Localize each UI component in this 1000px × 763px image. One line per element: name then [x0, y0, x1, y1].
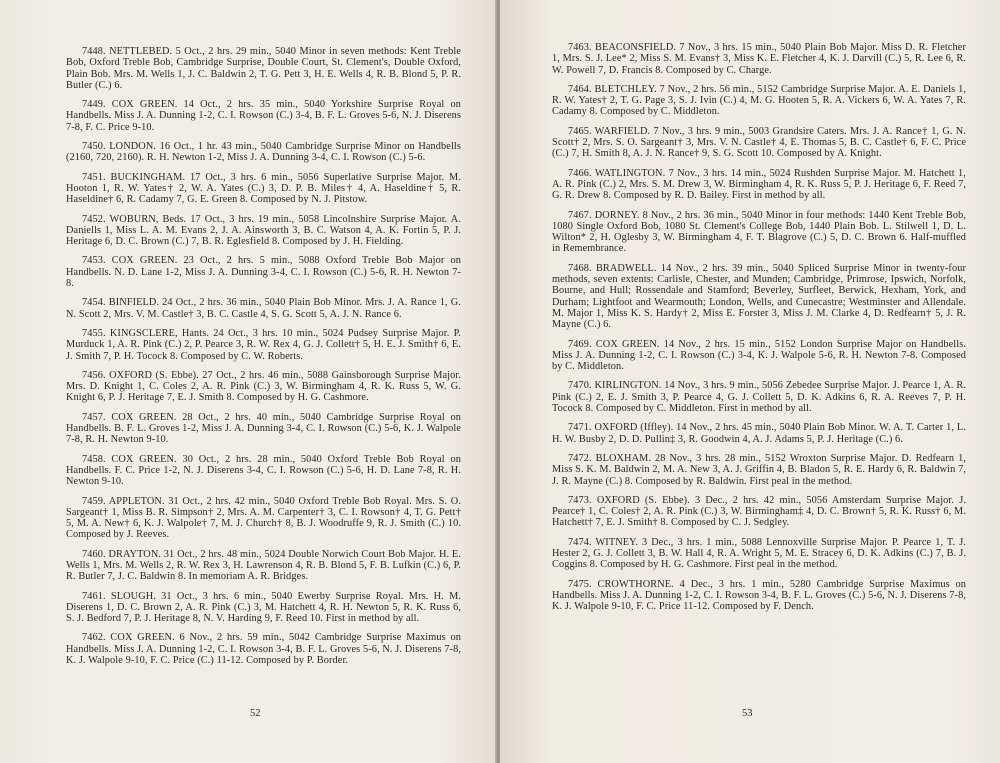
peal-entry: 7449. COX GREEN. 14 Oct., 2 hrs. 35 min., 5040 Yorkshire Surprise Royal on Handbells. Miss J. A. Dunning 1-2, C. I. Rowson (C.) 3-4, B. F. L. Groves 5-6, N. J. Diserens 7-8, F. C. Price 9-10. — [66, 99, 461, 133]
peal-entry: 7462. COX GREEN. 6 Nov., 2 hrs. 59 min., 5042 Cambridge Surprise Maximus on Handbells. Miss J. A. Dunning 1-2, C. I. Rowson 3-4, B. F. L. Groves 5-6, N. J. Diserens 7-8, K. J. Walpole 9-10, F. C. Price (C.) 11-12. Composed by P. Border. — [66, 632, 461, 667]
peal-entry: 7460. DRAYTON. 31 Oct., 2 hrs. 48 min., 5024 Double Norwich Court Bob Major. H. E. Wells 1, Mrs. M. Wells 2, R. W. Rex 3, H. Lawrenson 4, R. B. Blond 5, F. B. Lufkin (C.) 6, P. R. Butler 7, J. C. Baldwin 8. In memoriam A. R. Bridges. — [66, 548, 461, 583]
peal-entry: 7468. BRADWELL. 14 Nov., 2 hrs. 39 min., 5040 Spliced Surprise Minor in twenty-four methods, seven extents: Carlisle, Chester, and Munden; Cambridge, Primrose, Ipswich, Norfolk, Bourne, and Hull; Rossendale and Stamford; Beverley, Surfleet, Berwick, Hexham, York, and Durham; Lightfoot and Wearmouth; London, Wells, and Cunecastre; Westminster and Allendale. M. Major 1, Miss K. S. Hardy† 2, Miss E. Forster 3, Miss J. M. Clarke 4, D. Redfearn† 5, J. R. Mayne (C.) 6. — [552, 262, 966, 331]
peal-entry: 7450. LONDON. 16 Oct., 1 hr. 43 min., 5040 Cambridge Surprise Minor on Handbells (2160, 720, 2160). R. H. Newton 1-2, Miss J. A. Dunning 3-4, C. I. Rowson (C.) 5-6. — [66, 141, 461, 164]
peal-entry: 7474. WITNEY. 3 Dec., 3 hrs. 1 min., 5088 Lennoxville Surprise Major. P. Pearce 1, T. J. Hester 2, G. J. Collett 3, B. W. Hall 4, R. A. Wright 5, M. E. Stracey 6, D. K. Adkins (C.) 7, B. J. Coggins 8. Composed by H. G. Cashmore. First peal in the method. — [552, 536, 966, 571]
peal-entry: 7453. COX GREEN. 23 Oct., 2 hrs. 5 min., 5088 Oxford Treble Bob Major on Handbells. N. D. Lane 1-2, Miss J. A. Dunning 3-4, C. I. Rowson (C.) 5-6, R. H. Newton 7-8. — [66, 255, 461, 290]
peal-entry: 7463. BEACONSFIELD. 7 Nov., 3 hrs. 15 min., 5040 Plain Bob Major. Miss D. R. Fletcher 1, Mrs. S. J. Lee* 2, Miss S. M. Evans† 3, Miss K. E. Fletcher 4, K. J. Darvill (C.) 5, R. Lee 6, R. W. Powell 7, D. Francis 8. Composed by C. Charge. — [552, 42, 966, 76]
peal-entry: 7473. OXFORD (S. Ebbe). 3 Dec., 2 hrs. 42 min., 5056 Amsterdam Surprise Major. J. Pearce† 1, C. Coles† 2, A. R. Pink (C.) 3, W. Birmingham‡ 4, D. C. Brown† 5, R. K. Russ† 6, M. Hatchett† 7, E. J. Smith† 8. Composed by C. J. Sedgley. — [552, 494, 966, 529]
peal-entry: 7456. OXFORD (S. Ebbe). 27 Oct., 2 hrs. 46 min., 5088 Gainsborough Surprise Major. Mrs. D. Knight 1, C. Coles 2, A. R. Pink (C.) 3, W. Birmingham 4, R. K. Russ 5, W. G. Knight 6, P. J. Heritage 7, E. J. Smith 8. Composed by H. G. Cashmore. — [66, 369, 461, 404]
peal-entry: 7469. COX GREEN. 14 Nov., 2 hrs. 15 min., 5152 London Surprise Major on Handbells. Miss J. A. Dunning 1-2, C. I. Rowson (C.) 3-4, K. J. Walpole 5-6, R. H. Newton 7-8. Composed by C. Middleton. — [552, 338, 966, 373]
peal-entry: 7475. CROWTHORNE. 4 Dec., 3 hrs. 1 min., 5280 Cambridge Surprise Maximus on Handbells. Miss J. A. Dunning 1-2, C. I. Rowson 3-4, B. F. L. Groves (C.) 5-6, N. J. Diserens 7-8, K. J. Walpole 9-10, F. C. Price 11-12. Composed by F. Dench. — [552, 578, 966, 613]
peal-entry: 7471. OXFORD (Iffley). 14 Nov., 2 hrs. 45 min., 5040 Plain Bob Minor. W. A. T. Carter 1, L. H. W. Busby 2, D. D. Pullin‡ 3, R. Goodwin 4, A. J. Adams 5, P. J. Heritage (C.) 6. — [552, 422, 966, 445]
peal-entry: 7465. WARFIELD. 7 Nov., 3 hrs. 9 min., 5003 Grandsire Caters. Mrs. J. A. Rance† 1, G. N. Scott† 2, Mrs. S. O. Sargeant† 3, Mrs. V. N. Castle† 4, E. Thomas 5, B. C. Castle† 6, F. C. Price (C.) 7, H. Smith 8, A. J. N. Rance† 9, S. G. Scott 10. Composed by A. Knight. — [552, 125, 966, 160]
peal-entry: 7457. COX GREEN. 28 Oct., 2 hrs. 40 min., 5040 Cambridge Surprise Royal on Handbells. B. F. L. Groves 1-2, Miss J. A. Dunning 3-4, C. I. Rowson (C.) 5-6, K. J. Walpole 7-8, R. H. Newton 9-10. — [66, 411, 461, 446]
peal-entry: 7470. KIRLINGTON. 14 Nov., 3 hrs. 9 min., 5056 Zebedee Surprise Major. J. Pearce 1, A. R. Pink (C.) 2, E. J. Smith 3, P. Pearce 4, G. J. Collett 5, D. K. Adkins 6, R. A. Reeves 7, P. H. Tocock 8. Composed by C. Middleton. First in method by all. — [552, 380, 966, 415]
peal-entry: 7466. WATLINGTON. 7 Nov., 3 hrs. 14 min., 5024 Rushden Surprise Major. M. Hatchett 1, A. R. Pink (C.) 2, Mrs. S. M. Drew 3, W. Birmingham 4, R. K. Russ 5, P. J. Heritage 6, F. Reed 7, G. R. Drew 8. Composed by R. D. Bailey. First in method by all. — [552, 167, 966, 202]
peal-entry: 7461. SLOUGH. 31 Oct., 3 hrs. 6 min., 5040 Ewerby Surprise Royal. Mrs. H. M. Diserens 1, D. C. Brown 2, A. R. Pink (C.) 3, M. Hatchett 4, R. H. Newton 5, R. K. Russ 6, S. J. Bedford 7, P. J. Heritage 8, N. V. Harding 9, F. Reed 10. First in method by all. — [66, 590, 461, 625]
right-page — [500, 0, 1000, 763]
peal-entry: 7467. DORNEY. 8 Nov., 2 hrs. 36 min., 5040 Minor in four methods: 1440 Kent Treble Bob, 1080 Single Oxford Bob, 1080 St. Clement's College Bob, 1440 Plain Bob. L. Stilwell 1, D. L. Wilton* 2, H. Oglesby 3, W. Birmingham 4, F. T. Blagrove (C.) 5, D. C. Brown 6. Half-muffled in Remembrance. — [552, 209, 966, 255]
peal-entry: 7464. BLETCHLEY. 7 Nov., 2 hrs. 56 min., 5152 Cambridge Surprise Major. A. E. Daniels 1, R. W. Yates† 2, T. G. Page 3, S. J. Ivin (C.) 4, M. G. Hooten 5, R. A. Vickers 6, W. A. Yates 7, R. Cadamy 8. Composed by C. Middleton. — [552, 83, 966, 118]
peal-entry: 7458. COX GREEN. 30 Oct., 2 hrs. 28 min., 5040 Oxford Treble Bob Royal on Handbells. F. C. Price 1-2, N. J. Diserens 3-4, C. I. Rowson (C.) 5-6, H. D. Lane 7-8, R. H. Newton 9-10. — [66, 453, 461, 488]
peal-entry: 7472. BLOXHAM. 28 Nov., 3 hrs. 28 min., 5152 Wroxton Surprise Major. D. Redfearn 1, Miss S. K. M. Baldwin 2, M. A. New 3, A. J. Griffin 4, B. Bladon 5, R. E. Hardy 6, R. Baldwin 7, J. R. Mayne (C.) 8. Composed by R. Baldwin. First peal in the method. — [552, 452, 966, 487]
peal-entry: 7452. WOBURN, Beds. 17 Oct., 3 hrs. 19 min., 5058 Lincolnshire Surprise Major. A. Daniells 1, Miss L. A. M. Evans 2, J. A. Ainsworth 3, B. C. Watson 4, A. K. Fortin 5, P. J. Heritage 6, D. C. Brown (C.) 7, B. R. Eglesfield 8. Composed by J. H. Fielding. — [66, 213, 461, 248]
left-page — [0, 0, 497, 763]
page-number: 52 — [250, 708, 261, 719]
peal-entry: 7455. KINGSCLERE, Hants. 24 Oct., 3 hrs. 10 min., 5024 Pudsey Surprise Major. P. Murduck 1, A. R. Pink (C.) 2, P. Pearce 3, R. W. Rex 4, G. J. Collett† 5, H. E. J. Smith† 6, E. J. Smith 7, P. H. Tocock 8. Composed by C. W. Roberts. — [66, 327, 461, 362]
peal-entry: 7459. APPLETON. 31 Oct., 2 hrs. 42 min., 5040 Oxford Treble Bob Royal. Mrs. S. O. Sargeant† 1, Miss B. R. Simpson† 2, Mrs. A. M. Carpenter† 3, C. I. Rowson† 4, T. G. Pett† 5, M. A. New† 6, K. J. Walpole† 7, M. J. Church† 8, B. J. Woodruffe 9, R. J. Smith (C.) 10. Composed by J. Reeves. — [66, 495, 461, 541]
page-number: 53 — [742, 708, 753, 719]
peal-entry: 7454. BINFIELD. 24 Oct., 2 hrs. 36 min., 5040 Plain Bob Minor. Mrs. J. A. Rance 1, G. N. Scott 2, Mrs. V. M. Castle† 3, B. C. Castle 4, S. G. Scott 5, A. J. N. Rance 6. — [66, 297, 461, 320]
peal-entry: 7451. BUCKINGHAM. 17 Oct., 3 hrs. 6 min., 5056 Superlative Surprise Major. M. Hooton 1, R. W. Yates† 2, W. A. Yates (C.) 3, D. P. B. Miles† 4, A. Haseldine† 5, R. Haseldine† 6, R. Cadamy 7, G. E. Green 8. Composed by N. J. Pitstow. — [66, 171, 461, 206]
peal-entry: 7448. NETTLEBED. 5 Oct., 2 hrs. 29 min., 5040 Minor in seven methods: Kent Treble Bob, Oxford Treble Bob, Cambridge Surprise, Double Court, St. Clement's, Double Oxford, Plain Bob. Mrs. M. Wells 1, J. C. Baldwin 2, T. G. Pett 3, H. E. Wells 4, R. B. Blond 5, P. R. Butler (C.) 6. — [66, 46, 461, 91]
